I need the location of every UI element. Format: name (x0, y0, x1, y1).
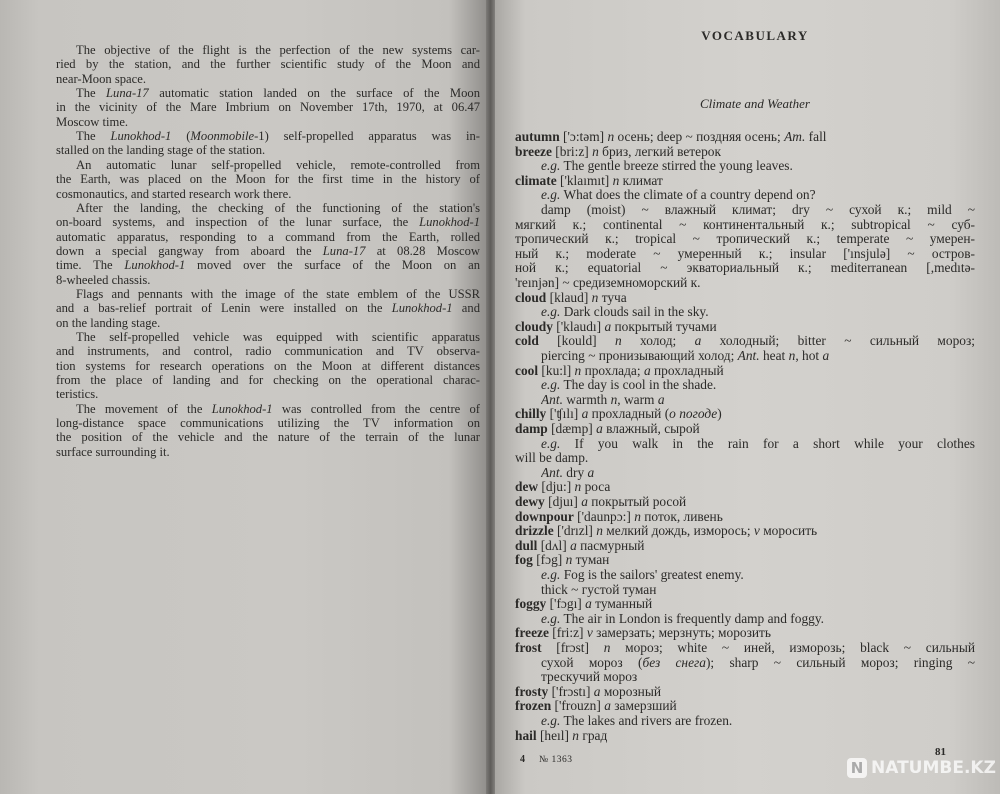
italic-text: v (586, 625, 593, 641)
vocabulary-line (515, 640, 975, 656)
vocabulary-line (515, 684, 975, 700)
italic-text: a (587, 464, 595, 480)
vocabulary-line (541, 582, 975, 598)
headword: fog (515, 552, 533, 568)
italic-text: n (572, 727, 579, 743)
text-run: If you walk in the rain for a short while your clothes (560, 435, 975, 451)
headword: cloud (515, 289, 547, 305)
headword: freeze (515, 625, 549, 641)
body-text-line (56, 301, 480, 316)
text-run: cosmonautics, and started research work there. (56, 186, 292, 201)
vocabulary-line (515, 144, 975, 160)
text-run: fall (805, 129, 827, 144)
text-run: [fɔg] (532, 552, 566, 568)
text-run: тропический к.; tropical ~ тропический к.; temperate ~ умерен- (515, 231, 975, 247)
text-run: and (452, 301, 480, 316)
text-run: прохладный (650, 362, 724, 378)
headword: autumn (515, 129, 560, 144)
italic-text: a (694, 333, 702, 349)
text-run: The self-propelled vehicle was equipped with scientific apparatus (76, 330, 480, 344)
vocabulary-line (515, 494, 975, 510)
vocabulary-line (515, 406, 975, 422)
italic-text: n (574, 362, 582, 378)
text-run: will be damp. (515, 450, 589, 466)
body-text-line (76, 201, 480, 216)
italic-text: Lunokhod-1 (110, 129, 172, 144)
italic-text: n (614, 333, 622, 349)
italic-text: n (788, 348, 796, 363)
vocabulary-line (515, 290, 975, 306)
body-text-line (76, 330, 480, 345)
text-run: климат (619, 172, 663, 188)
text-run: [dʌl] (537, 537, 571, 553)
text-run: мелкий дождь, изморось; (602, 523, 754, 539)
body-text-line (56, 57, 480, 72)
text-run: The day is cool in the shade. (560, 377, 717, 393)
text-run: туманный (591, 596, 653, 612)
text-run: moved over the surface of the Moon on an (185, 258, 480, 273)
body-text-line (76, 129, 480, 144)
text-run: [fri:z] (548, 625, 587, 641)
text-run: ['ɔ:təm] (559, 129, 608, 144)
vocabulary-line (515, 421, 975, 437)
italic-text: Moonmobile- (190, 129, 259, 144)
vocabulary-line (541, 669, 975, 685)
text-run: прохладный ( (588, 406, 670, 422)
text-run: 8-wheeled chassis. (56, 272, 151, 287)
text-run: ['klaımıt] (556, 172, 613, 188)
vocabulary-line (515, 363, 975, 379)
signature-number: 4 (520, 754, 525, 765)
text-run: [heıl] (536, 727, 573, 743)
body-text-line (56, 115, 480, 130)
text-run: ried by the station, and the further scientific study of the Moon and (56, 57, 480, 72)
vocabulary-line (515, 523, 975, 539)
text-run: [frɔst] (541, 640, 604, 655)
italic-text: n (574, 479, 582, 495)
text-run: The (76, 129, 111, 144)
text-run: from the place of landing and for checking on the operational charac- (56, 373, 480, 388)
headword: climate (515, 172, 557, 188)
vocabulary-line (515, 698, 975, 714)
body-text-line (56, 445, 480, 460)
italic-text: e.g. (541, 713, 561, 728)
text-run: automatic station landed on the surface of the Moon (148, 86, 480, 101)
watermark (847, 758, 996, 778)
italic-text: e.g. (541, 187, 561, 203)
headword: cool (515, 362, 539, 378)
italic-text: e.g. (541, 158, 561, 174)
text-run: ( (171, 129, 191, 144)
right-page (495, 0, 1000, 794)
body-text-line (56, 416, 480, 431)
text-run: the position of the vehicle and the nature of the terrain of the lunar (56, 430, 480, 445)
body-text-line (76, 158, 480, 173)
text-run: морозный (600, 683, 662, 699)
text-run: мороз; white ~ иней, изморозь; black ~ сильный (610, 640, 975, 655)
text-run: piercing ~ пронизывающий холод; (541, 348, 738, 363)
text-run: мягкий к.; continental ~ континентальный к.; subtropical ~ суб- (515, 216, 975, 232)
vocabulary-line (515, 479, 975, 495)
text-run: long-distance space communications utilizing the TV information on (56, 416, 480, 431)
italic-text: e.g. (541, 304, 561, 320)
text-run: and a bas-relief portrait of Lenin were installed on the (56, 301, 392, 316)
text-run: [klaud] (546, 289, 592, 305)
italic-text: e.g. (541, 435, 561, 451)
text-run: [ku:l] (538, 362, 575, 378)
italic-text: n (612, 172, 620, 188)
vocabulary-line (515, 217, 975, 233)
headword: damp (515, 421, 548, 436)
vocabulary-line (541, 158, 975, 174)
watermark-logo-icon: N (847, 758, 867, 778)
text-run: роса (581, 479, 611, 495)
italic-text: e.g. (541, 567, 561, 582)
text-run: heat (759, 348, 789, 363)
text-run: ной к.; equatorial ~ экваториальный к.; mediterranean [,medıtə- (515, 260, 975, 276)
text-run: ); sharp ~ сильный мороз; ringing ~ (705, 654, 975, 670)
text-run: 'reınjən] ~ средиземноморский к. (515, 275, 701, 290)
text-run: An automatic lunar self-propelled vehicle, remote-controlled from (76, 157, 480, 172)
body-text-line (56, 430, 480, 445)
italic-text: Luna-17 (106, 86, 149, 101)
text-run: бриз, легкий ветерок (598, 143, 721, 159)
headword: frosty (515, 683, 549, 699)
vocabulary-line (515, 129, 975, 145)
vocabulary-line (541, 713, 975, 729)
body-text-line (56, 373, 480, 388)
vocabulary-line (515, 552, 975, 568)
text-run: The air in London is frequently damp and foggy. (560, 610, 825, 626)
vocabulary-line (541, 611, 975, 627)
text-run: ['frouzn] (551, 698, 605, 714)
text-run: , warm (617, 391, 658, 407)
text-run: ['frɔstı] (548, 683, 594, 699)
italic-text: e.g. (541, 610, 561, 626)
italic-text: Lunokhod-1 (419, 215, 480, 230)
body-text-line (56, 273, 480, 288)
text-run: моросить (759, 523, 818, 539)
italic-text: без снега (642, 654, 706, 670)
text-run: stalled on the landing stage of the station. (56, 143, 266, 158)
text-run: The objective of the flight is the perfection of the new systems car- (76, 43, 480, 57)
italic-text: a (657, 391, 665, 407)
italic-text: о погоде (669, 406, 718, 422)
text-run: поток, ливень (640, 508, 723, 524)
text-run: The gentle breeze stirred the young leaves. (560, 158, 793, 174)
italic-text: a (604, 698, 611, 714)
text-run: Flags and pennants with the image of the state emblem of the USSR (76, 286, 480, 301)
text-run: tion systems for research operations on the Moon at different distances (56, 358, 480, 373)
headword: drizzle (515, 523, 554, 539)
text-run: warmth (562, 391, 611, 407)
headword: frozen (515, 698, 552, 714)
text-run: The movement of the (76, 401, 212, 416)
italic-text: a (570, 537, 577, 553)
text-run: ный к.; moderate ~ умеренный к.; insular ['ınsjulə] ~ остров- (515, 245, 975, 261)
italic-text: a (581, 406, 589, 422)
body-text-line (56, 187, 480, 202)
italic-text: a (643, 362, 651, 378)
vocabulary-line (515, 260, 975, 276)
vocabulary-line (515, 333, 975, 349)
text-run: холодный; bitter ~ сильный мороз; (701, 333, 975, 349)
vocabulary-line (515, 728, 975, 744)
vocabulary-line (515, 173, 975, 189)
vocabulary-line (515, 509, 975, 525)
text-run: ['klaudı] (552, 318, 605, 334)
headword: dew (515, 479, 539, 495)
text-run: ['ʧılı] (546, 406, 582, 422)
body-text-line (76, 402, 480, 417)
italic-text: n (634, 508, 641, 524)
headword: foggy (515, 596, 547, 612)
headword: cloudy (515, 318, 553, 334)
headword: breeze (515, 143, 552, 159)
vocabulary-line (541, 392, 975, 408)
body-text-line (56, 359, 480, 374)
italic-text: n (596, 523, 603, 539)
text-run: 1) self-propelled apparatus was in- (258, 129, 480, 144)
vocabulary-line (541, 567, 975, 583)
text-run: The lakes and rivers are frozen. (560, 713, 733, 728)
text-run: град (579, 727, 608, 743)
text-run: покрытый росой (587, 494, 687, 509)
italic-text: Ant. (541, 391, 563, 407)
vocabulary-line (541, 465, 975, 481)
text-run: the Earth, was placed on the Moon for the first time in the history of (56, 172, 480, 187)
italic-text: n (565, 552, 573, 568)
vocabulary-line (515, 538, 975, 554)
italic-text: e.g. (541, 377, 561, 393)
text-run: Dark clouds sail in the sky. (560, 304, 709, 320)
text-run: After the landing, the checking of the functioning of the station's (76, 200, 480, 215)
text-run: туча (598, 289, 627, 305)
text-run: трескучий мороз (541, 669, 638, 685)
text-run: замерзший (610, 698, 677, 714)
text-run: time. The (56, 258, 125, 273)
body-text-line (56, 172, 480, 187)
text-run: влажный, сырой (602, 421, 700, 436)
text-run: прохлада; (581, 362, 644, 378)
italic-text: a (581, 494, 588, 509)
text-run: at 08.28 Moscow (365, 243, 480, 258)
text-run: damp (moist) ~ влажный климат; dry ~ сухой к.; mild ~ (541, 202, 975, 217)
vocabulary-heading: VOCABULARY (701, 28, 809, 43)
vocabulary-line (515, 231, 975, 247)
italic-text: n (592, 143, 599, 159)
italic-text: Lunokhod-1 (211, 401, 273, 416)
italic-text: a (593, 683, 601, 699)
text-run: [kould] (538, 333, 615, 349)
body-text-line (56, 100, 480, 115)
vocabulary-line (541, 304, 975, 320)
text-run: The (76, 86, 107, 101)
italic-text: n (610, 391, 618, 407)
text-run: [djuı] (544, 494, 582, 509)
text-run: teristics. (56, 387, 99, 402)
section-heading: Climate and Weather (699, 96, 810, 111)
text-run: ) (717, 406, 722, 422)
body-text-line (56, 258, 480, 273)
headword: chilly (515, 406, 547, 422)
body-text-line (76, 43, 480, 58)
vocabulary-line (515, 246, 975, 262)
text-run: thick ~ густой туман (541, 581, 657, 597)
signature-code: № 1363 (539, 755, 573, 765)
italic-text: n (607, 129, 615, 144)
text-run: Moscow time. (56, 114, 129, 129)
body-text-line (76, 287, 480, 302)
vocabulary-line (515, 275, 975, 291)
body-text-line (56, 316, 480, 331)
text-run: Fog is the sailors' greatest enemy. (560, 567, 744, 582)
vocabulary-line (541, 348, 975, 364)
text-run: and instruments, and control, radio communication and TV observa- (56, 344, 480, 359)
text-run: покрытый тучами (611, 318, 717, 334)
text-run: [dju:] (538, 479, 575, 495)
italic-text: a (822, 348, 830, 363)
body-text-line (56, 215, 480, 230)
text-run: dry (562, 464, 588, 480)
vocabulary-line (541, 202, 975, 218)
headword: hail (515, 727, 537, 743)
watermark-text: NATUMBE.KZ (871, 758, 996, 778)
text-run: surface surrounding it. (56, 444, 170, 459)
vocabulary-line (541, 655, 975, 671)
italic-text: Ant. (541, 464, 563, 480)
text-run: What does the climate of a country depend on? (560, 187, 816, 203)
headword: downpour (515, 508, 574, 524)
italic-text: Luna-17 (322, 243, 366, 258)
text-run: [bri:z] (551, 143, 593, 159)
italic-text: a (585, 596, 592, 612)
text-run: on-board systems, and inspection of the lunar surface, the (56, 215, 420, 230)
text-run: сухой мороз ( (541, 654, 643, 670)
vocabulary-line (515, 319, 975, 335)
vocabulary-line (541, 377, 975, 393)
vocabulary-line (515, 596, 975, 612)
italic-text: a (596, 421, 603, 436)
body-text-line (56, 230, 480, 245)
text-run: automatic apparatus, responding to a command from the Earth, rolled (56, 229, 480, 244)
text-run: холод; (621, 333, 695, 349)
italic-text: Ant. (737, 348, 760, 363)
body-text-line (56, 72, 480, 87)
text-run: замерзать; мерзнуть; морозить (592, 625, 772, 641)
text-run: ['fɔgı] (546, 596, 586, 612)
headword: cold (515, 333, 539, 349)
page-number: 81 (935, 746, 946, 758)
left-page (0, 0, 488, 794)
vocabulary-line (541, 436, 975, 452)
headword: dewy (515, 494, 545, 509)
text-run: down a special gangway from aboard the (56, 243, 323, 258)
vocabulary-line (541, 187, 975, 203)
text-run: [dæmp] (547, 421, 597, 436)
italic-text: n (591, 289, 599, 305)
text-run: туман (572, 552, 610, 568)
text-run: on the landing stage. (56, 315, 161, 330)
body-text-line (56, 387, 480, 402)
text-run: , hot (795, 348, 823, 363)
headword: dull (515, 537, 538, 553)
italic-text: n (603, 640, 611, 655)
vocabulary-line (515, 625, 975, 641)
italic-text: v (753, 523, 760, 539)
body-text-line (56, 244, 480, 259)
text-run: was controlled from the centre of (272, 401, 480, 416)
text-run: пасмурный (576, 537, 645, 553)
text-run: осень; deep ~ поздняя осень; (614, 129, 785, 144)
vocabulary-line (515, 450, 975, 466)
italic-text: a (604, 318, 612, 334)
body-text-line (76, 86, 480, 101)
text-run: in the vicinity of the Mare Imbrium on November 17th, 1970, at 06.47 (56, 100, 480, 115)
italic-text: Lunokhod-1 (391, 301, 453, 316)
body-text-line (56, 143, 480, 158)
body-text-line (56, 344, 480, 359)
headword: frost (515, 640, 542, 655)
text-run: near-Moon space. (56, 71, 146, 86)
italic-text: Lunokhod-1 (124, 258, 186, 273)
text-run: ['drızl] (553, 523, 597, 539)
text-run: ['daunpɔ:] (573, 508, 635, 524)
italic-text: Am. (784, 129, 806, 144)
